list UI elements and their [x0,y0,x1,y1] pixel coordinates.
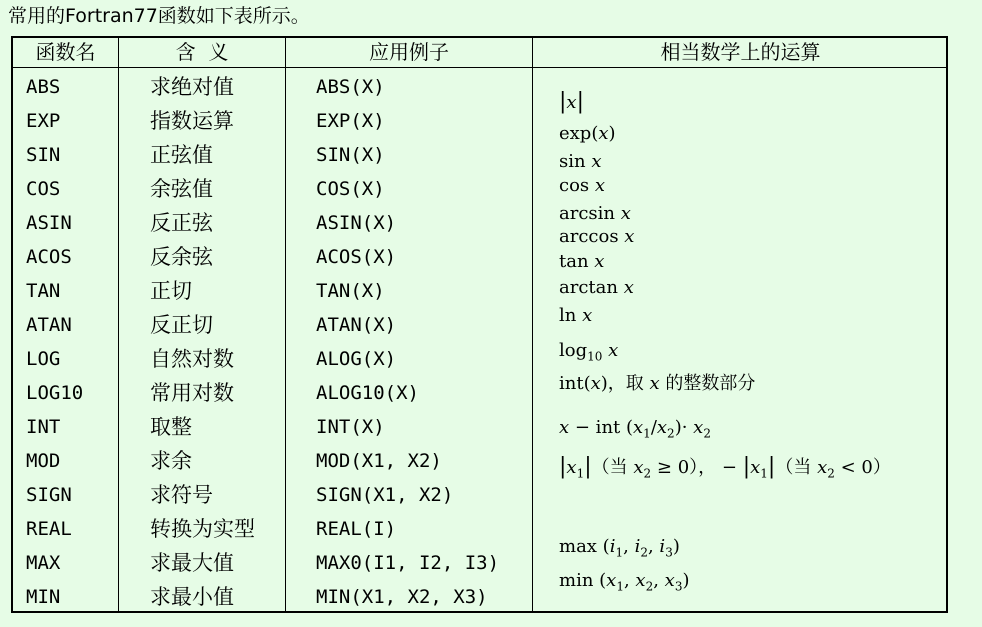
column-divider [118,38,119,611]
function-name-cell: REAL [26,518,72,540]
function-name-cell: TAN [26,280,61,302]
math-asin: arcsin x [559,203,631,224]
math-max: $\max (i_1$, $i_2$, $i_3$) [559,536,680,560]
function-example-cell: MOD(X1, X2) [316,450,442,472]
math-sin: sin x [559,151,602,172]
header-function-name: 函数名 [35,40,96,64]
function-name-cell: INT [26,416,61,438]
math-exp: exp(x) [559,123,616,144]
math-mod: x − int $(x_1/x_2)\cdot x_2$ [559,417,711,441]
function-meaning-cell: 转换为实型 [150,517,255,541]
function-example-cell: ALOG10(X) [316,382,419,404]
intro-text: 常用的Fortran77函数如下表所示。 [8,5,310,27]
function-meaning-cell: 余弦值 [150,177,213,201]
function-name-cell: LOG [26,348,61,370]
math-ln: ln x [559,305,593,326]
function-example-cell: MAX0(I1, I2, I3) [316,552,500,574]
function-example-cell: ABS(X) [316,76,385,98]
math-abs [559,91,584,114]
function-meaning-cell: 指数运算 [150,109,234,133]
function-example-cell: REAL(I) [316,518,397,540]
function-example-cell: ASIN(X) [316,212,397,234]
function-name-cell: ASIN [26,212,72,234]
function-meaning-cell: 正切 [150,279,192,303]
function-example-cell: EXP(X) [316,110,385,132]
column-divider [285,38,286,611]
math-cos: cos x [559,175,606,196]
function-example-cell: MIN(X1, X2, X3) [316,586,488,608]
column-divider [532,38,533,611]
function-example-cell: SIGN(X1, X2) [316,484,454,506]
math-min: $\min (x_1$, $x_2$, $x_3$) [559,570,690,594]
math-sign: $|x_1|$（当 $x_2 \ge 0$）， − $|x_1|$（当 $x_2 < 0$） [559,454,891,481]
function-name-cell: MIN [26,586,61,608]
function-meaning-cell: 反正弦 [150,211,213,235]
function-meaning-cell: 求绝对值 [150,75,234,99]
function-example-cell: TAN(X) [316,280,385,302]
function-name-cell: ACOS [26,246,72,268]
function-example-cell: ALOG(X) [316,348,397,370]
function-name-cell: EXP [26,110,61,132]
function-name-cell: MOD [26,450,61,472]
function-meaning-cell: 求符号 [150,483,213,507]
function-meaning-cell: 反余弦 [150,245,213,269]
function-meaning-cell: 求余 [150,449,192,473]
header-math-equivalent: 相当数学上的运算 [660,40,821,64]
math-tan: tan x [559,251,605,272]
function-name-cell: COS [26,178,61,200]
function-name-cell: ATAN [26,314,72,336]
function-example-cell: INT(X) [316,416,385,438]
function-name-cell: LOG10 [26,382,84,404]
math-atan: arctan x [559,277,634,298]
function-meaning-cell: 取整 [150,415,192,439]
math-abs-text: |x| [559,89,584,114]
function-name-cell: ABS [26,76,61,98]
header-meaning: 含 义 [175,40,229,64]
function-meaning-cell: 正弦值 [150,143,213,167]
function-example-cell: SIN(X) [316,144,385,166]
math-log10: $\log_{10} x$ [559,340,619,364]
function-name-cell: SIGN [26,484,72,506]
function-name-cell: SIN [26,144,61,166]
function-example-cell: ATAN(X) [316,314,397,336]
function-meaning-cell: 常用对数 [150,381,234,405]
math-acos: arccos x [559,226,635,247]
header-example: 应用例子 [369,40,449,64]
functions-table [11,36,948,613]
function-meaning-cell: 求最大值 [150,551,234,575]
math-int: int(x)，取 x 的整数部分 [559,373,756,394]
function-meaning-cell: 求最小值 [150,585,234,609]
function-example-cell: COS(X) [316,178,385,200]
function-example-cell: ACOS(X) [316,246,397,268]
header-divider [13,67,946,68]
function-meaning-cell: 反正切 [150,313,213,337]
function-name-cell: MAX [26,552,61,574]
function-meaning-cell: 自然对数 [150,347,234,371]
